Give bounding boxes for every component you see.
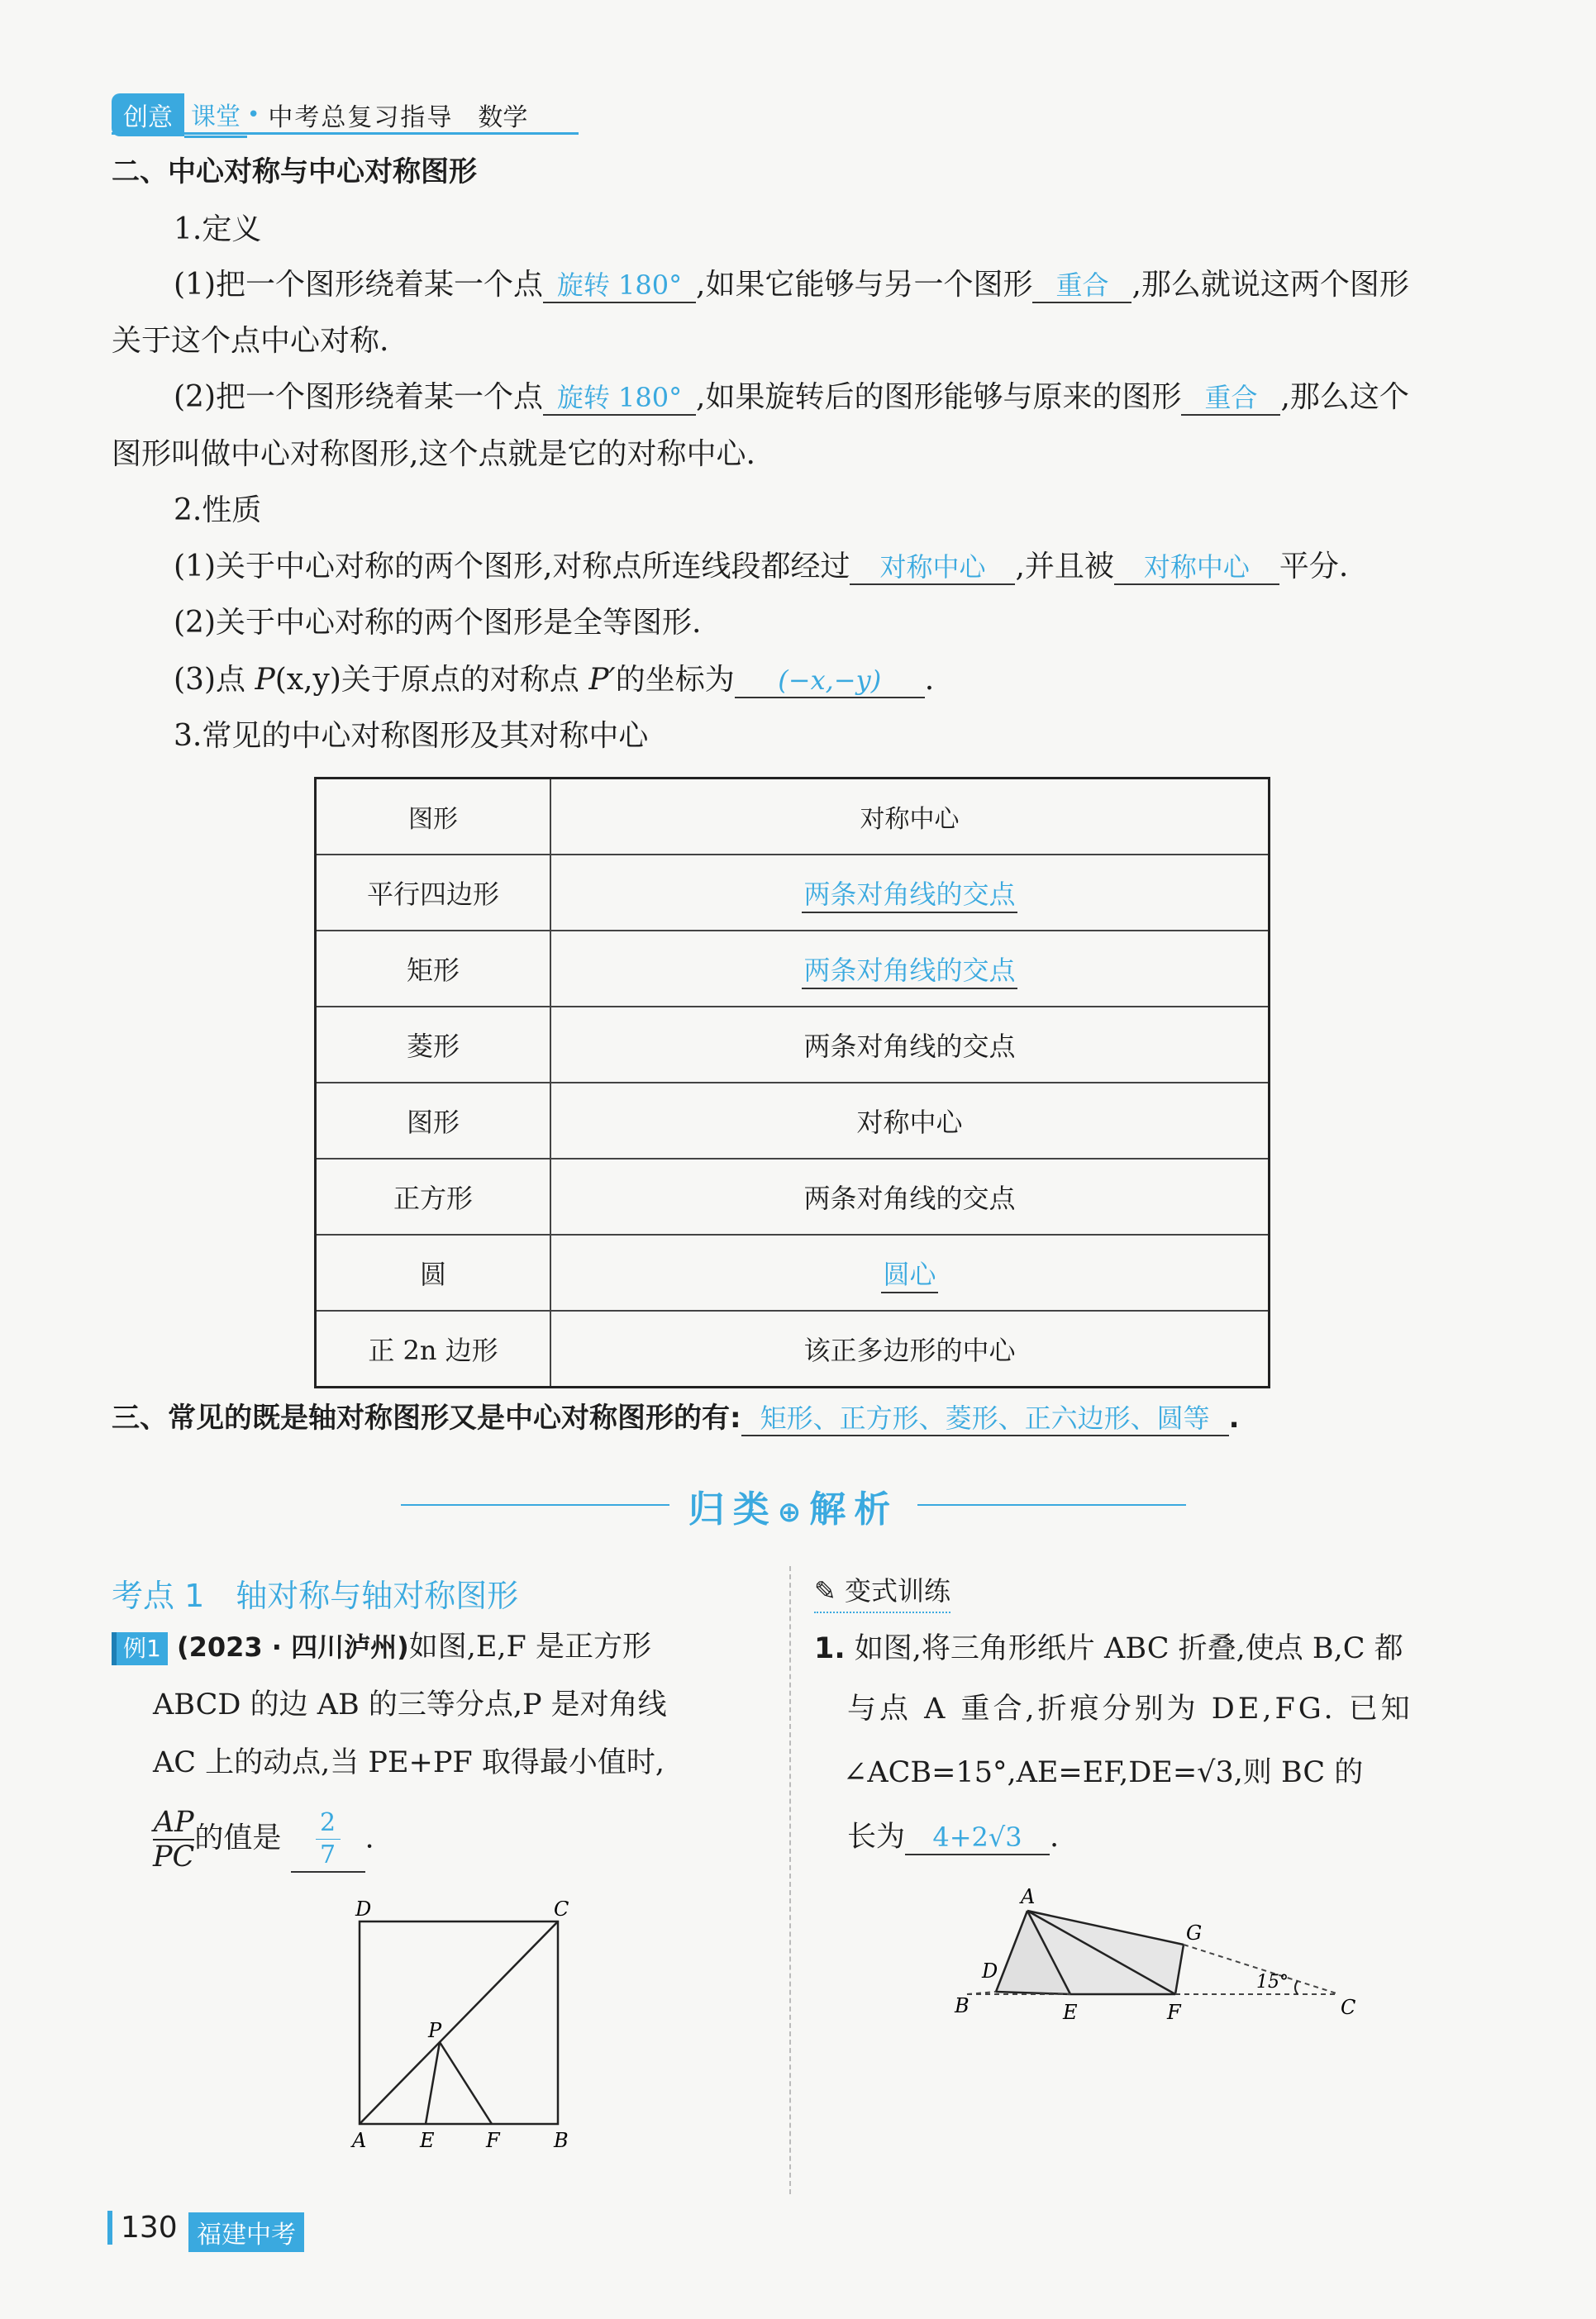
prop3-blank: (−x,−y): [735, 664, 925, 698]
table-cell-center: [550, 1235, 1270, 1311]
label-c: C: [1341, 1996, 1356, 2019]
prop3-text-d: .: [924, 663, 935, 697]
label-c: C: [554, 1901, 569, 1921]
table-header-row: [316, 779, 1270, 855]
header-brand-sub: 课堂: [184, 93, 247, 138]
example-line4: [153, 1806, 374, 1874]
example-tail: 的值是: [194, 1821, 282, 1855]
exercise-num: 1.: [814, 1632, 846, 1665]
prop3-text-a: (3)点: [174, 663, 255, 697]
header: [112, 95, 527, 135]
table-center-text: 两条对角线的交点: [803, 1183, 1016, 1214]
table-cell-center: [550, 931, 1270, 1007]
table-cell-center: [550, 1159, 1270, 1235]
prop1-blank1: 对称中心: [850, 550, 1015, 585]
square-figure: [339, 1901, 587, 2165]
prop3-point: P: [255, 663, 275, 697]
section3-text: 三、常见的既是轴对称图形又是中心对称图形的有:: [112, 1402, 741, 1435]
example-fraction: [153, 1806, 194, 1874]
fraction-denominator: PC: [153, 1840, 195, 1874]
table-cell-center: [550, 1311, 1270, 1388]
label-b: B: [955, 1994, 970, 2017]
common-heading: 3.常见的中心对称图形及其对称中心: [174, 719, 649, 753]
header-subject: 数学: [478, 103, 528, 132]
label-f: F: [1167, 2001, 1181, 2024]
table-row: [316, 1007, 1270, 1083]
label-f: F: [486, 2129, 500, 2152]
banner-label-b: 解析: [809, 1488, 899, 1531]
def1-line2: 关于这个点中心对称.: [112, 324, 389, 358]
table-cell-shape: 平行四边形: [316, 855, 551, 931]
section3-line: [112, 1399, 1240, 1437]
def2-text-b: ,如果旋转后的图形能够与原来的图形: [696, 380, 1182, 414]
example-source: (2023 · 四川泸州): [176, 1631, 409, 1663]
exercise-line4: [847, 1818, 1059, 1856]
label-e: E: [1063, 2001, 1078, 2024]
exercise-text4a: 长为: [847, 1821, 906, 1854]
answer-denominator: 7: [319, 1840, 336, 1869]
def2-blank1: 旋转 180°: [543, 381, 696, 416]
table-row: [316, 931, 1270, 1007]
label-g: G: [1186, 1921, 1203, 1945]
table-cell-shape: 菱形: [316, 1007, 551, 1083]
fraction-numerator: AP: [153, 1806, 194, 1839]
label-d: D: [355, 1901, 372, 1921]
table-center-text: 对称中心: [856, 1107, 963, 1138]
def1-text-b: ,如果它能够与另一个图形: [696, 268, 1033, 302]
prop3-text-b: (x,y)关于原点的对称点: [274, 663, 589, 697]
table-body: [316, 855, 1270, 1388]
label-p: P: [428, 2019, 442, 2042]
banner-label: [674, 1479, 913, 1532]
example-line1: [112, 1628, 651, 1666]
def1-text-a: (1)把一个图形绕着某一个点: [174, 268, 543, 302]
header-dot: •: [247, 102, 260, 127]
label-a: A: [1021, 1885, 1036, 1908]
table-cell-center: [550, 1007, 1270, 1083]
exercise-blank: 4+2√3: [905, 1821, 1050, 1855]
header-brand: 创意: [112, 93, 184, 136]
exercise-line1: [814, 1630, 1403, 1668]
table-cell-shape: 正方形: [316, 1159, 551, 1235]
kaodian-title: 考点 1 轴对称与轴对称图形: [112, 1578, 519, 1614]
header-underline: [112, 132, 579, 135]
column-divider: [789, 1566, 791, 2194]
label-e: E: [420, 2129, 435, 2152]
table-row: [316, 1235, 1270, 1311]
table-row: [316, 1159, 1270, 1235]
def-heading: 1.定义: [174, 212, 262, 246]
table-answer: 两条对角线的交点: [802, 879, 1017, 913]
example-text1: 如图,E,F 是正方形: [408, 1631, 651, 1664]
prop3-line: [174, 661, 934, 699]
table-cell-shape: 图形: [316, 1083, 551, 1159]
def2-text-c: ,那么这个: [1280, 380, 1409, 414]
exercise-text1: 如图,将三角形纸片 ABC 折叠,使点 B,C 都: [854, 1632, 1403, 1665]
example-answer: [291, 1807, 365, 1873]
prop3-text-c: 的坐标为: [615, 663, 735, 697]
table-answer: 两条对角线的交点: [802, 955, 1017, 989]
segment-bd-dashed: [967, 1992, 996, 1994]
banner-line-left: [401, 1504, 669, 1506]
exercise-line3: ∠ACB=15°,AE=EF,DE=√3,则 BC 的: [843, 1756, 1364, 1789]
angle-arc: [1295, 1981, 1298, 1994]
header-title: 中考总复习指导: [268, 103, 454, 132]
table-row: [316, 1311, 1270, 1388]
label-d: D: [982, 1959, 998, 1983]
footer-tag: 福建中考: [188, 2212, 304, 2252]
label-a: A: [352, 2129, 367, 2152]
diagonal-ac: [360, 1921, 558, 2124]
exercise-text4b: .: [1050, 1821, 1060, 1854]
table-cell-shape: 矩形: [316, 931, 551, 1007]
book-icon: ⊕: [777, 1496, 810, 1529]
section3-blank: 矩形、正方形、菱形、正六边形、圆等: [741, 1402, 1229, 1436]
page-number: 130: [107, 2211, 178, 2245]
segment-pf: [440, 2042, 492, 2124]
table-header-shape: 图形: [316, 779, 551, 855]
section3-end: .: [1228, 1402, 1240, 1435]
example-end: .: [364, 1821, 374, 1855]
def1-text-c: ,那么就说这两个图形: [1131, 268, 1409, 302]
banner-label-a: 归类: [688, 1488, 778, 1531]
variant-title: ✎ 变式训练: [814, 1570, 950, 1613]
table-center-text: 该正多边形的中心: [803, 1335, 1016, 1366]
example-tag: 例1: [112, 1632, 168, 1665]
table-header-center: 对称中心: [550, 779, 1270, 855]
def2-line2: 图形叫做中心对称图形,这个点就是它的对称中心.: [112, 437, 755, 471]
section-banner: [401, 1479, 1186, 1529]
prop3-point-prime: P′: [588, 663, 616, 697]
table-cell-center: [550, 1083, 1270, 1159]
prop1-text-c: 平分.: [1279, 550, 1349, 583]
def1-line: [174, 266, 1409, 304]
label-angle: 15°: [1256, 1972, 1289, 1993]
table-center-text: 两条对角线的交点: [803, 1031, 1016, 1062]
table-cell-center: [550, 855, 1270, 931]
def2-blank2: 重合: [1181, 381, 1280, 416]
example-line3: AC 上的动点,当 PE+PF 取得最小值时,: [153, 1746, 665, 1779]
def1-blank1: 旋转 180°: [543, 269, 696, 303]
prop2-line: (2)关于中心对称的两个图形是全等图形.: [174, 606, 702, 640]
prop1-line: [174, 548, 1348, 586]
table-cell-shape: 正 2n 边形: [316, 1311, 551, 1388]
table-answer: 圆心: [881, 1259, 937, 1293]
table-row: [316, 855, 1270, 931]
def2-line: [174, 379, 1409, 417]
label-b: B: [554, 2129, 569, 2152]
prop1-text-b: ,并且被: [1015, 550, 1114, 583]
prop1-text-a: (1)关于中心对称的两个图形,对称点所连线段都经过: [174, 550, 850, 583]
example-line2: ABCD 的边 AB 的三等分点,P 是对角线: [153, 1688, 667, 1721]
answer-numerator: 2: [316, 1807, 341, 1840]
variant-label: 变式训练: [844, 1575, 950, 1607]
symmetry-table: [314, 777, 1270, 1388]
banner-line-right: [917, 1504, 1186, 1506]
exercise-line2: 与点 A 重合,折痕分别为 DE,FG. 已知: [847, 1693, 1413, 1726]
def1-blank2: 重合: [1032, 269, 1131, 303]
def2-text-a: (2)把一个图形绕着某一个点: [174, 380, 543, 414]
prop-heading: 2.性质: [174, 493, 262, 527]
section2-title: 二、中心对称与中心对称图形: [112, 155, 477, 188]
prop1-blank2: 对称中心: [1114, 550, 1279, 585]
table-cell-shape: 圆: [316, 1235, 551, 1311]
triangle-figure: [950, 1880, 1372, 2029]
table-row: [316, 1083, 1270, 1159]
